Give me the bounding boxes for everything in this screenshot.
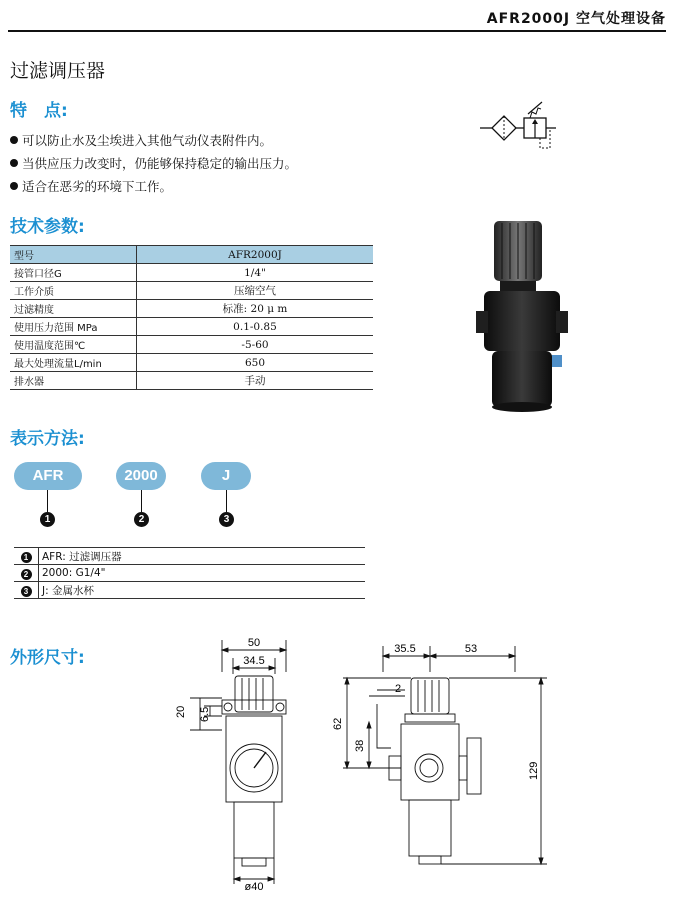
spec-value: -5-60: [137, 336, 374, 354]
dim-height-62: 62: [332, 717, 344, 730]
number-badge: 1: [21, 552, 32, 563]
product-name: 过滤调压器: [10, 60, 106, 82]
table-row: [10, 318, 373, 336]
code-pill-model: AFR: [14, 462, 82, 490]
table-row: [14, 582, 365, 599]
feature-item: [10, 154, 297, 172]
connector-line: [141, 490, 142, 512]
feature-text: 适合在恶劣的环境下工作。: [22, 179, 173, 194]
specs-heading: 技术参数:: [10, 217, 85, 237]
code-pill-bowl: J: [201, 462, 251, 490]
pneumatic-symbol-diagram: [478, 100, 558, 155]
spec-value: 手动: [137, 372, 374, 390]
connector-line: [226, 490, 227, 512]
dim-diameter: ø40: [244, 881, 264, 893]
spec-value: 650: [137, 354, 374, 372]
spec-value: 压缩空气: [137, 282, 374, 300]
bullet-icon: [10, 182, 18, 190]
spec-table: [10, 245, 373, 390]
spec-label: 排水器: [10, 372, 137, 390]
dim-height-20: 20: [175, 705, 187, 718]
table-row: [10, 354, 373, 372]
table-row: [14, 565, 365, 582]
connector-line: [47, 490, 48, 512]
table-row: [10, 282, 373, 300]
spec-label: 型号: [10, 246, 137, 264]
spec-label: 过滤精度: [10, 300, 137, 318]
legend-text: AFR: 过滤调压器: [39, 548, 366, 565]
dim-height-6-5: 6.5: [199, 706, 211, 722]
spec-label: 最大处理流量L/min: [10, 354, 137, 372]
front-view-drawing: [170, 632, 330, 894]
spec-label: 使用压力范围 MPa: [10, 318, 137, 336]
dim-width-inner: 34.5: [243, 655, 265, 667]
spec-value: 标准: 20 μ m: [137, 300, 374, 318]
table-row: [10, 336, 373, 354]
features-heading: 特 点:: [10, 101, 68, 121]
spec-value: AFR2000J: [137, 246, 374, 264]
dim-height-38: 38: [354, 739, 366, 752]
number-badge: 2: [21, 569, 32, 580]
dim-width-total: 50: [247, 637, 261, 649]
spec-label: 工作介质: [10, 282, 137, 300]
spec-value: 0.1-0.85: [137, 318, 374, 336]
table-row: [10, 264, 373, 282]
table-row: [14, 548, 365, 565]
dim-right-53: 53: [464, 643, 478, 655]
feature-item: [10, 177, 172, 195]
number-badge: 1: [40, 512, 55, 527]
legend-text: J: 金属水杯: [39, 582, 366, 599]
dimensions-heading: 外形尺寸:: [10, 648, 85, 668]
table-row: [10, 300, 373, 318]
number-badge: 3: [21, 586, 32, 597]
dim-height-129: 129: [528, 761, 540, 780]
product-photo: [470, 215, 580, 415]
dim-offset-2: 2: [395, 683, 402, 695]
header-title: AFR2000J 空气处理设备: [486, 11, 666, 27]
header-rule: [8, 30, 666, 32]
legend-text: 2000: G1/4": [39, 565, 366, 582]
number-badge: 3: [219, 512, 234, 527]
ordering-heading: 表示方法:: [10, 429, 85, 449]
dim-left-35-5: 35.5: [394, 643, 416, 655]
bullet-icon: [10, 159, 18, 167]
table-row: [10, 372, 373, 390]
feature-text: 当供应压力改变时，仍能够保持稳定的输出压力。: [22, 156, 298, 171]
spec-value: 1/4": [137, 264, 374, 282]
ordering-legend-table: [14, 547, 365, 599]
side-view-drawing: [325, 632, 555, 894]
bullet-icon: [10, 136, 18, 144]
number-badge: 2: [134, 512, 149, 527]
code-pill-size: 2000: [116, 462, 166, 490]
spec-label: 接管口径G: [10, 264, 137, 282]
table-row: [10, 246, 373, 264]
spec-label: 使用温度范围℃: [10, 336, 137, 354]
feature-text: 可以防止水及尘埃进入其他气动仪表附件内。: [22, 133, 273, 148]
feature-item: [10, 131, 272, 149]
